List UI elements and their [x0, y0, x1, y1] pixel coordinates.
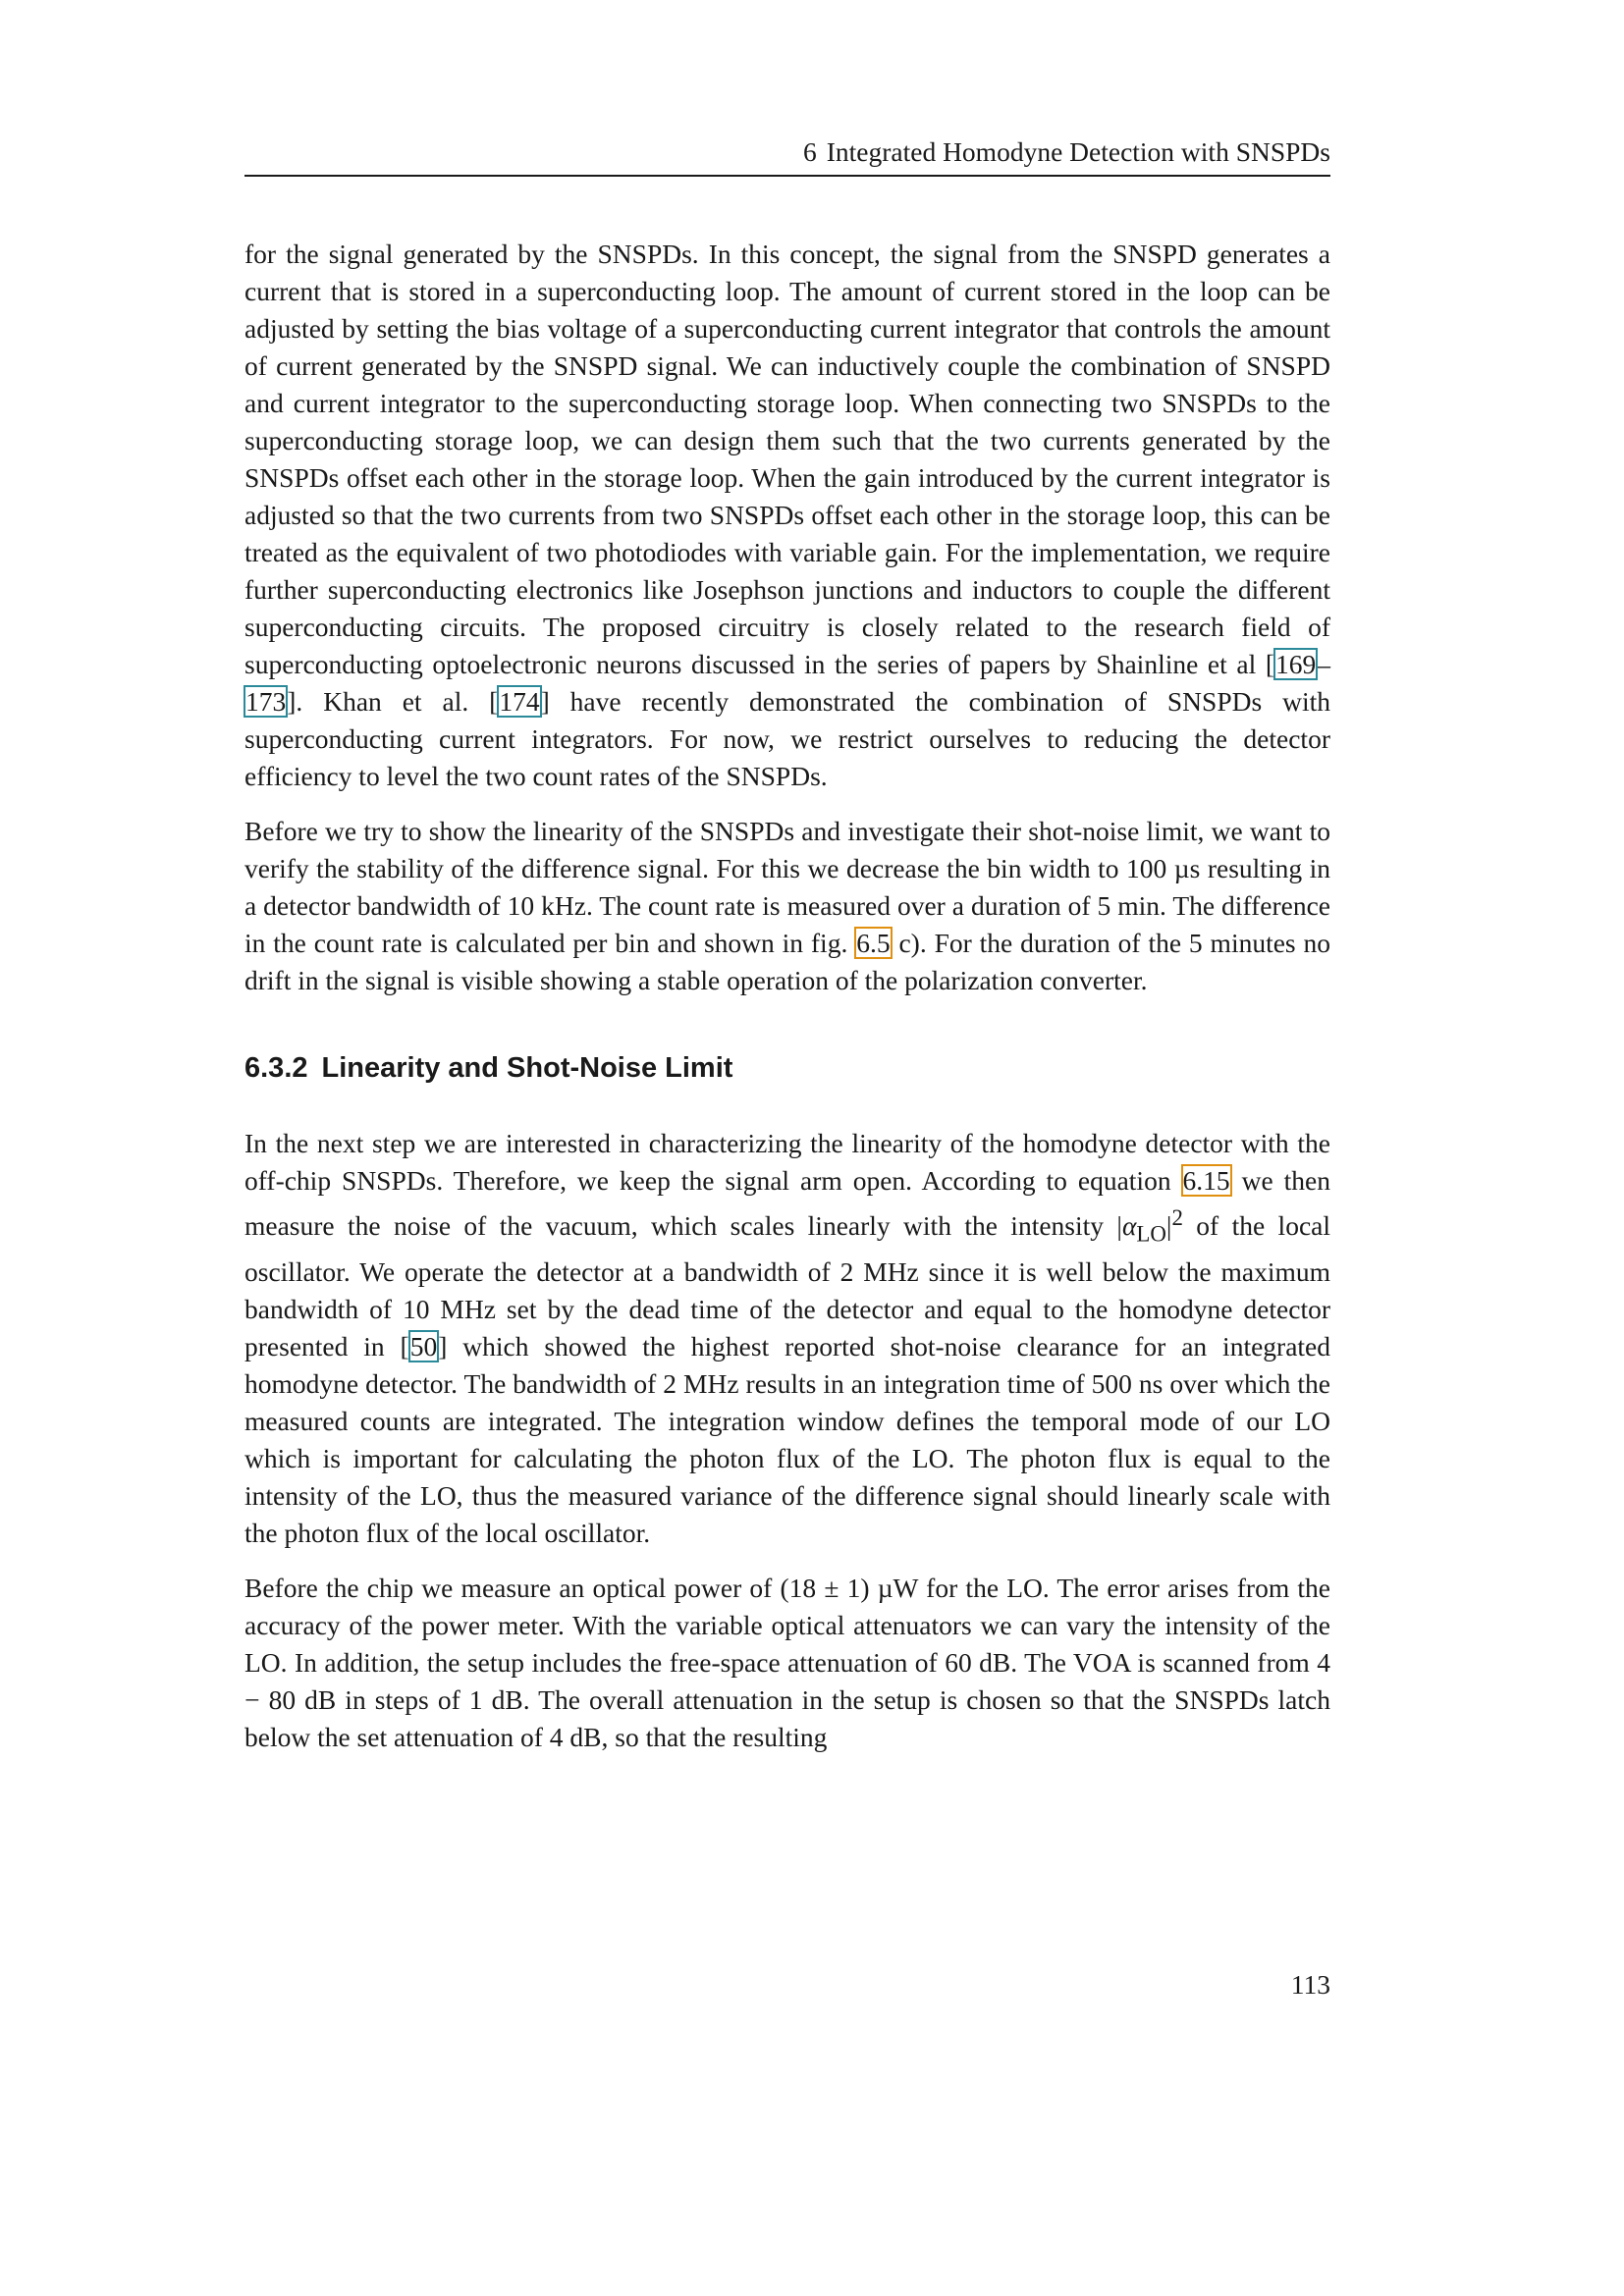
paragraph-text: In the next step we are interested in characterizing the linearity of the homodyne detector with the off-chip SNSPDs. Therefore, we keep the signal arm open. According to equation: [244, 1128, 1330, 1196]
paragraph-text: we then measure the noise of the vacuum, which scales linearly with the intensity |: [244, 1165, 1330, 1242]
lo-subscript: LO: [1136, 1221, 1166, 1247]
paragraph-text: ] which showed the highest reported shot-noise clearance for an integrated homodyne detector. The bandwidth of 2 MHz results in an integration time of 500 ns over which the measured counts are integrated. The integration window defines the temporal mode of our LO which is important for calculating the photon flux of the LO. The photon flux is equal to the intensity of the LO, thus the measured variance of the difference signal should linearly scale with the photon flux of the local oscillator.: [244, 1330, 1330, 1548]
chapter-number: 6: [802, 136, 817, 167]
section-title: Linearity and Shot-Noise Limit: [321, 1052, 733, 1084]
citation-link-174[interactable]: 174: [499, 686, 540, 717]
citation-link-169[interactable]: 169: [1275, 649, 1317, 679]
abs-bar: |: [1165, 1210, 1172, 1242]
header-rule: [244, 175, 1330, 177]
citation-link-173[interactable]: 173: [245, 686, 287, 717]
paragraph-4: [244, 1570, 1330, 1756]
paragraph-text: Before the chip we measure an optical power of (18 ± 1) µW for the LO. The error arises from the accuracy of the power meter. With the variable optical attenuators we can vary the intensity of the LO. In addition, the setup includes the free-space attenuation of 60 dB. The VOA is scanned from 4 − 80 dB in steps of 1 dB. The overall attenuation in the setup is chosen so that the SNSPDs latch below the set attenuation of 4 dB, so that the resulting: [244, 1572, 1330, 1752]
body-text: [244, 236, 1330, 1756]
paragraph-text: of the local oscillator. We operate the detector at a bandwidth of 2 MHz since it is well below the maximum bandwidth of 10 MHz set by the dead time of the detector and equal to the homodyne detector presented in [: [244, 1210, 1331, 1362]
citation-link-50[interactable]: 50: [409, 1330, 438, 1362]
section-number: 6.3.2: [244, 1052, 308, 1084]
paragraph-text: ] have recently demonstrated the combination of SNSPDs with superconducting current integrators. For now, we restrict ourselves to reducing the detector efficiency to level the two count rates of the SNSPDs.: [244, 686, 1331, 791]
page-number: 113: [1290, 1969, 1330, 2000]
chapter-title: Integrated Homodyne Detection with SNSPDs: [826, 136, 1330, 167]
paragraph-text: c). For the duration of the 5 minutes no drift in the signal is visible showing a stable operation of the polarization converter.: [244, 928, 1331, 995]
equation-ref-link[interactable]: 6.15: [1182, 1165, 1230, 1196]
paragraph-text: for the signal generated by the SNSPDs. In this concept, the signal from the SNSPD generates a current that is stored in a superconducting loop. The amount of current stored in the loop can be adjusted by setting the bias voltage of a superconducting current integrator that controls the amount of current generated by the SNSPD signal. We can inductively couple the combination of SNSPD and current integrator to the superconducting storage loop. When connecting two SNSPDs to the superconducting storage loop, we can design them such that the two currents generated by the SNSPDs offset each other in the storage loop. When the gain introduced by the current integrator is adjusted so that the two currents from two SNSPDs offset each other in the storage loop, this can be treated as the equivalent of two photodiodes with variable gain. For the implementation, we require further superconducting electronics like Josephson junctions and inductors to couple the different superconducting circuits. The proposed circuitry is closely related to the research field of superconducting optoelectronic neurons discussed in the series of papers by Shainline et al [: [244, 239, 1330, 679]
running-head: [803, 135, 1330, 169]
section-heading: [244, 1048, 1330, 1088]
paragraph-1: [244, 236, 1330, 795]
paragraph-text: Before we try to show the linearity of the SNSPDs and investigate their shot-noise limit, we want to verify the stability of the difference signal. For this we decrease the bin width to 100 µs resulting in a detector bandwidth of 10 kHz. The count rate is measured over a duration of 5 min. The difference in the count rate is calculated per bin and shown in fig.: [244, 816, 1330, 958]
figure-ref-link[interactable]: 6.5: [856, 928, 891, 958]
square-superscript: 2: [1171, 1205, 1183, 1230]
alpha-symbol: α: [1121, 1210, 1137, 1242]
paragraph-3: [244, 1125, 1330, 1552]
range-dash: –: [1317, 649, 1330, 679]
paragraph-2: [244, 813, 1330, 999]
paragraph-text: ]. Khan et al. [: [287, 686, 499, 717]
